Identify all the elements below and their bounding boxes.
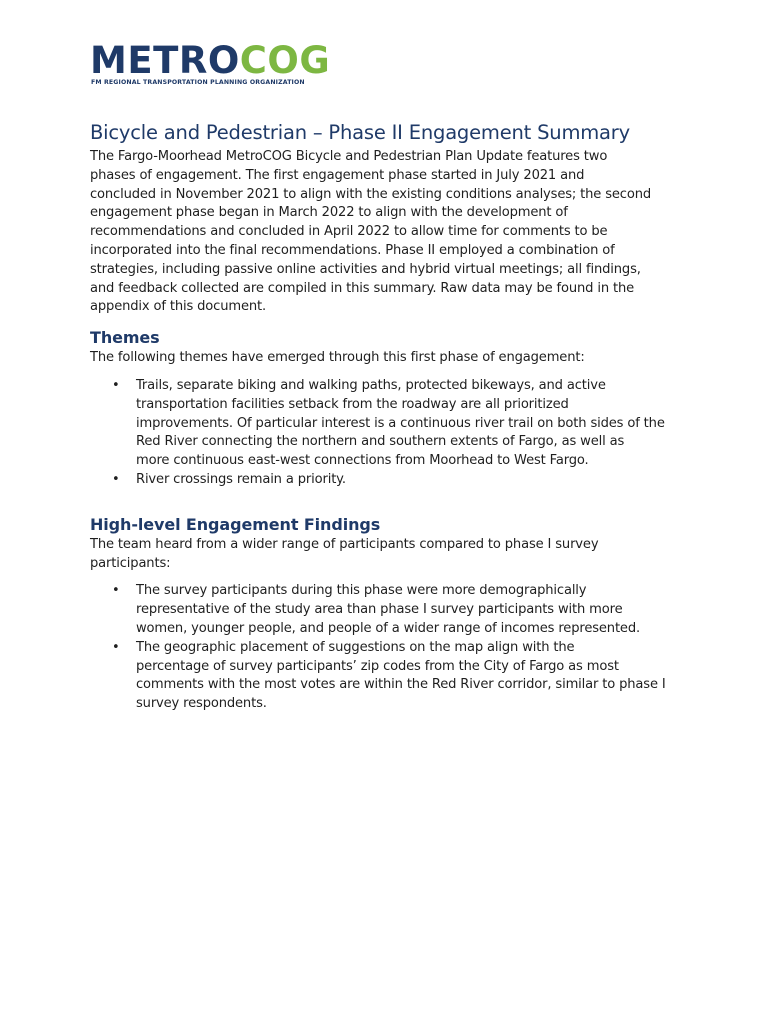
bullet-icon: •: [112, 583, 120, 599]
intro-line: and feedback collected are compiled in this summary. Raw data may be found in the: [90, 280, 635, 296]
metrocog-logo: [90, 39, 331, 86]
themes-lead-line: The following themes have emerged through this first phase of engagement:: [90, 350, 585, 366]
bullet-line: percentage of survey participants’ zip codes from the City of Fargo as most: [136, 658, 619, 674]
list-item: [112, 471, 690, 490]
findings-lead-line: participants:: [90, 555, 171, 571]
findings-heading: High-level Engagement Findings: [90, 514, 381, 534]
bullet-icon: •: [112, 639, 120, 655]
list-item: [112, 582, 690, 638]
findings-lead: [90, 536, 690, 574]
intro-line: appendix of this document.: [90, 299, 267, 315]
bullet-line: Red River connecting the northern and southern extents of Fargo, as well as: [136, 434, 625, 450]
bullet-line: survey respondents.: [136, 696, 267, 712]
bullet-line: women, younger people, and people of a wider range of incomes represented.: [136, 620, 641, 636]
themes-list: [112, 377, 690, 490]
intro-line: The Fargo-Moorhead MetroCOG Bicycle and Pedestrian Plan Update features two: [90, 149, 608, 164]
bullet-line: improvements. Of particular interest is a continuous river trail on both sides of the: [136, 415, 665, 431]
intro-line: strategies, including passive online activities and hybrid virtual meetings; all findings,: [90, 261, 641, 277]
bullet-icon: •: [112, 471, 120, 487]
intro-line: recommendations and concluded in April 2022 to allow time for comments to be: [90, 224, 608, 240]
list-item: [112, 639, 690, 714]
intro-line: incorporated into the final recommendations. Phase II employed a combination of: [90, 242, 615, 258]
bullet-icon: •: [112, 377, 120, 393]
list-item: [112, 377, 690, 471]
logo-tagline: FM REGIONAL TRANSPORTATION PLANNING ORGANIZATION: [91, 79, 305, 86]
logo-wordmark: [90, 39, 331, 82]
bullet-line: more continuous east-west connections from Moorhead to West Fargo.: [136, 453, 589, 469]
logo-cog-text: COG: [239, 39, 331, 82]
bullet-line: comments with the most votes are within the Red River corridor, similar to phase I: [136, 677, 666, 693]
logo-metro-text: METRO: [90, 39, 240, 82]
themes-heading: Themes: [90, 328, 160, 348]
findings-lead-line: The team heard from a wider range of participants compared to phase I survey: [90, 536, 599, 552]
document-body: [90, 118, 690, 714]
bullet-line: representative of the study area than phase I survey participants with more: [136, 602, 623, 618]
bullet-line: Trails, separate biking and walking paths, protected bikeways, and active: [136, 377, 606, 393]
bullet-line: The geographic placement of suggestions on the map align with the: [136, 639, 575, 655]
intro-paragraph: [90, 148, 690, 317]
findings-list: [112, 582, 690, 714]
intro-line: engagement phase began in March 2022 to align with the development of: [90, 205, 568, 221]
document-title: Bicycle and Pedestrian – Phase II Engagement Summary: [90, 121, 630, 144]
bullet-line: River crossings remain a priority.: [136, 471, 346, 487]
themes-lead: [90, 349, 690, 368]
intro-line: concluded in November 2021 to align with the existing conditions analyses; the second: [90, 186, 652, 202]
intro-line: phases of engagement. The first engagement phase started in July 2021 and: [90, 167, 585, 183]
bullet-line: The survey participants during this phase were more demographically: [136, 583, 587, 599]
bullet-line: transportation facilities setback from the roadway are all prioritized: [136, 396, 569, 412]
